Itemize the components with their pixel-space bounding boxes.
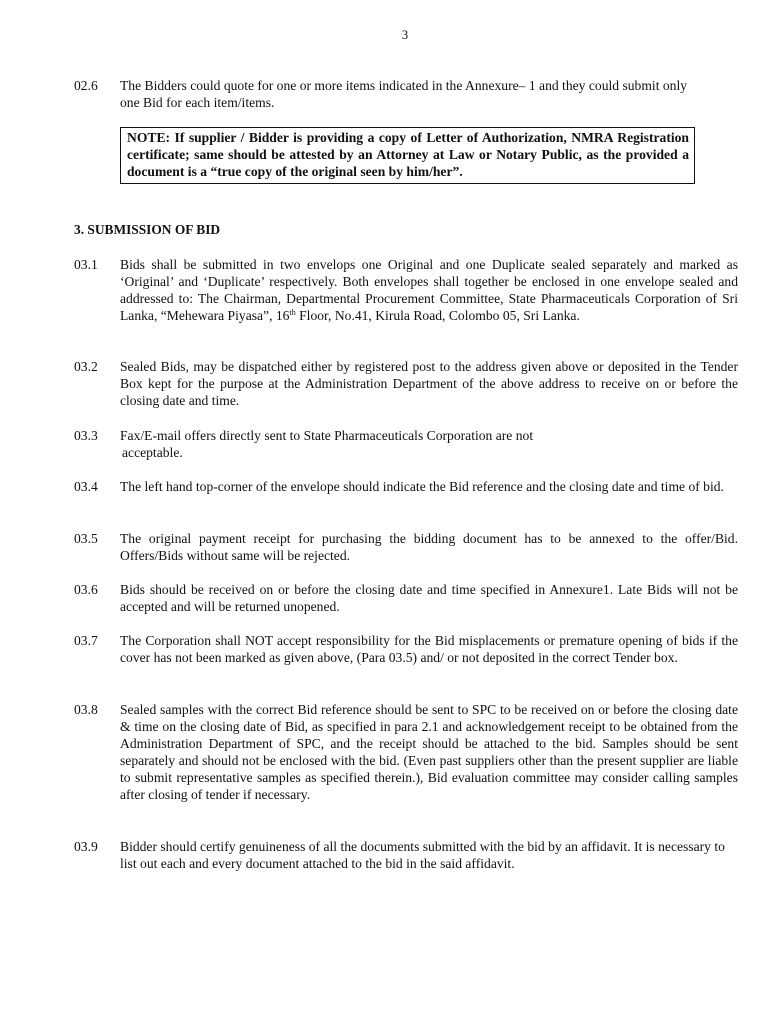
superscript-ordinal: th bbox=[289, 308, 296, 317]
clause-text: Bidder should certify genuineness of all the documents submitted with the bid by an affidavit. It is necessary to list out each and every document attached to the bid in the said affidavit. bbox=[120, 839, 725, 871]
page-number: 3 bbox=[401, 28, 409, 42]
clause-number: 03.6 bbox=[74, 582, 98, 597]
section-heading: 3. SUBMISSION OF BID bbox=[74, 222, 221, 237]
clause-03-1 bbox=[74, 256, 738, 324]
clause-number: 03.9 bbox=[74, 839, 98, 854]
clause-number: 02.6 bbox=[74, 78, 98, 93]
clause-03-7 bbox=[74, 632, 738, 666]
clause-text: The original payment receipt for purchasing the bidding document has to be annexed to the offer/Bid. Offers/Bids without same will be rejected. bbox=[120, 531, 738, 563]
clause-text-line: Fax/E-mail offers directly sent to State Pharmaceuticals Corporation are not bbox=[120, 428, 534, 443]
clause-03-3 bbox=[74, 427, 738, 461]
clause-text: The left hand top-corner of the envelope should indicate the Bid reference and the closing date and time of bid. bbox=[120, 479, 724, 494]
clause-number: 03.3 bbox=[74, 428, 98, 443]
clause-number: 03.5 bbox=[74, 531, 98, 546]
clause-text: Bids should be received on or before the closing date and time specified in Annexure1. Late Bids will not be accepted and will be returned unopened. bbox=[120, 582, 738, 614]
clause-text bbox=[120, 256, 738, 324]
clause-number: 03.1 bbox=[74, 257, 98, 272]
clause-03-4 bbox=[74, 478, 738, 495]
clause-text-part: Bids shall be submitted in two envelops one Original and one Duplicate sealed separately and marked as ‘Original’ and ‘Duplicate’ respectively. Both envelopes shall together be enclosed in one envelope sealed and addressed to: The Chairman, Departmental Procurement Committee, State Pharmaceuticals Corporation of Sri Lanka, “Mehewara Piyasa”, 16 bbox=[120, 257, 738, 323]
clause-text: Sealed Bids, may be dispatched either by registered post to the address given above or deposited in the Tender Box kept for the purpose at the Administration Department of the above address to receive on or before the closing date and time. bbox=[120, 359, 738, 408]
clause-03-5 bbox=[74, 530, 738, 564]
clause-03-9 bbox=[74, 838, 738, 872]
clause-text-line: acceptable. bbox=[122, 445, 183, 460]
clause-text: The Corporation shall NOT accept responsibility for the Bid misplacements or premature opening of bids if the cover has not been marked as given above, (Para 03.5) and/ or not deposited in the correct Tender box. bbox=[120, 633, 738, 665]
note-box: NOTE: If supplier / Bidder is providing a copy of Letter of Authorization, NMRA Registration certificate; same should be attested by an Attorney at Law or Notary Public, as the provided a document is a “true copy of the original seen by him/her”. bbox=[120, 127, 695, 184]
clause-text bbox=[120, 427, 738, 461]
clause-number: 03.2 bbox=[74, 359, 98, 374]
clause-03-2 bbox=[74, 358, 738, 409]
clause-03-8 bbox=[74, 701, 738, 803]
clause-number: 03.8 bbox=[74, 702, 98, 717]
clause-text-part: Floor, No.41, Kirula Road, Colombo 05, Sri Lanka. bbox=[295, 308, 580, 323]
clause-number: 03.4 bbox=[74, 479, 98, 494]
clause-text: Sealed samples with the correct Bid reference should be sent to SPC to be received on or before the closing date & time on the closing date of Bid, as specified in para 2.1 and acknowledgement receipt to be obtained from the Administration Department of SPC, and the receipt should be attached to the bid. Samples should be sent separately and should not be enclosed with the bid. (Even past suppliers other than the present supplier are liable to submit representative samples as specified therein.), Bid evaluation committee may consider calling samples after closing of tender if necessary. bbox=[120, 702, 738, 802]
clause-03-6 bbox=[74, 581, 738, 615]
clause-number: 03.7 bbox=[74, 633, 98, 648]
clause-02-6 bbox=[74, 77, 738, 111]
clause-text: The Bidders could quote for one or more items indicated in the Annexure– 1 and they could submit only one Bid for each item/items. bbox=[120, 78, 688, 110]
